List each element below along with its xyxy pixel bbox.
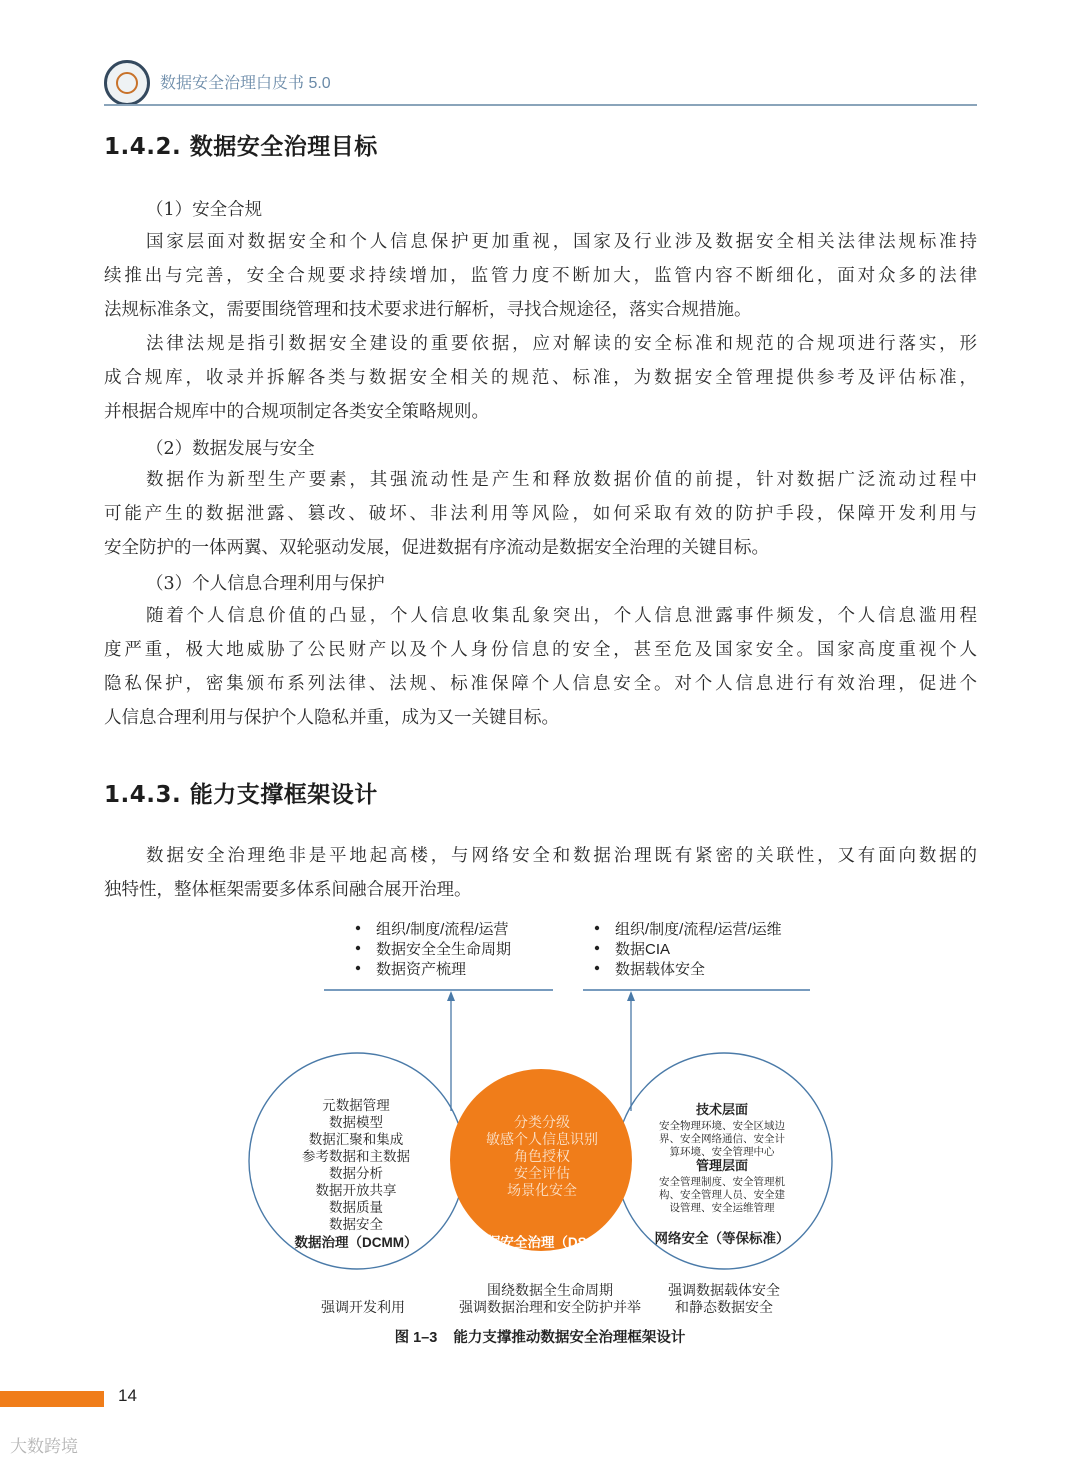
text-line: 数据作为新型生产要素，其强流动性是产生和释放数据价值的前提，针对数据广泛流动过程中 xyxy=(146,470,977,490)
paragraph-personal-info xyxy=(104,599,977,735)
right-bullet-3: 数据载体安全 xyxy=(615,961,706,978)
tech-layer-line: 安全物理环境、安全区域边 xyxy=(659,1120,785,1132)
text-line: 并根据合规库中的合规项制定各类安全策略规则。 xyxy=(104,402,489,422)
dcmm-item: 数据模型 xyxy=(329,1115,383,1130)
right-bullet-2: 数据CIA xyxy=(615,941,671,958)
dsg-item: 分类分级 xyxy=(514,1114,570,1130)
network-security-title: 网络安全（等保标准） xyxy=(654,1231,790,1246)
right-arrow-head xyxy=(627,991,635,1001)
section-heading-goals: 1.4.2. 数据安全治理目标 xyxy=(104,134,378,160)
dcmm-item: 数据安全 xyxy=(329,1217,383,1232)
subheading-compliance: （1）安全合规 xyxy=(146,200,263,220)
bullet-dot xyxy=(356,926,360,930)
text-line: 法律法规是指引数据安全建设的重要依据，应对解读的安全标准和规范的合规项进行落实，形 xyxy=(146,334,977,354)
dsg-item: 安全评估 xyxy=(514,1165,570,1181)
dsg-item: 敏感个人信息识别 xyxy=(486,1131,598,1147)
bullet-dot xyxy=(356,946,360,950)
dcmm-caption: 强调开发利用 xyxy=(321,1299,405,1315)
text-line: 法规标准条文，需要围绕管理和技术要求进行解析，寻找合规途径，落实合规措施。 xyxy=(104,300,752,320)
network-caption-line: 强调数据载体安全 xyxy=(668,1282,780,1298)
dsg-title: 数据安全治理（DSG） xyxy=(473,1235,611,1250)
left-bullet-1: 组织/制度/流程/运营 xyxy=(376,921,509,938)
tech-layer-line: 界、安全网络通信、安全计 xyxy=(659,1133,785,1145)
bullet-dot xyxy=(595,966,599,970)
watermark-logo: 大数跨境 xyxy=(10,1437,78,1456)
header-title: 数据安全治理白皮书 5.0 xyxy=(160,75,331,92)
paragraph-development-security xyxy=(104,463,977,565)
text-line: 人信息合理利用与保护个人隐私并重，成为又一关键目标。 xyxy=(104,708,559,728)
subheading-personal-info: （3）个人信息合理利用与保护 xyxy=(146,574,385,594)
bullet-dot xyxy=(595,926,599,930)
framework-diagram xyxy=(230,915,850,1345)
left-arrow-head xyxy=(447,991,455,1001)
paragraph-framework xyxy=(104,839,977,907)
text-line: 度严重，极大地威胁了公民财产以及个人身份信息的安全，甚至危及国家安全。国家高度重视个人 xyxy=(104,640,977,660)
dcmm-item: 数据质量 xyxy=(329,1200,383,1215)
dcmm-item: 数据分析 xyxy=(329,1166,383,1181)
mgmt-layer-line: 安全管理制度、安全管理机 xyxy=(659,1176,785,1188)
figure-caption: 图 1–3 能力支撑推动数据安全治理框架设计 xyxy=(394,1330,686,1345)
header-divider xyxy=(104,104,977,106)
text-line: 成合规库，收录并拆解各类与数据安全相关的规范、标准，为数据安全管理提供参考及评估标准， xyxy=(104,368,977,388)
text-line: 隐私保护，密集颁布系列法律、法规、标准保障个人信息安全。对个人信息进行有效治理，促进个 xyxy=(104,674,977,694)
mgmt-layer-line: 构、安全管理人员、安全建 xyxy=(659,1189,785,1201)
logo-emblem xyxy=(104,60,150,106)
bullet-dot xyxy=(356,966,360,970)
dcmm-item: 数据汇聚和集成 xyxy=(308,1132,404,1147)
page-number: 14 xyxy=(118,1386,137,1405)
text-line: 国家层面对数据安全和个人信息保护更加重视，国家及行业涉及数据安全相关法律法规标准持 xyxy=(146,232,977,252)
tech-layer-line: 算环境、安全管理中心 xyxy=(669,1146,775,1158)
dsg-item: 场景化安全 xyxy=(507,1182,577,1198)
dsg-caption-line: 强调数据治理和安全防护并举 xyxy=(459,1299,641,1315)
text-line: 随着个人信息价值的凸显，个人信息收集乱象突出，个人信息泄露事件频发，个人信息滥用程 xyxy=(146,606,977,626)
dcmm-item: 元数据管理 xyxy=(322,1098,390,1113)
subheading-development-security: （2）数据发展与安全 xyxy=(146,439,315,459)
text-line: 续推出与完善，安全合规要求持续增加，监管力度不断加大，监管内容不断细化，面对众多的法律 xyxy=(104,266,977,286)
dsg-caption-line: 围绕数据全生命周期 xyxy=(487,1282,613,1298)
mgmt-layer-line: 设管理、安全运维管理 xyxy=(669,1202,775,1214)
text-line: 安全防护的一体两翼、双轮驱动发展，促进数据有序流动是数据安全治理的关键目标。 xyxy=(104,538,769,558)
mgmt-layer-title: 管理层面 xyxy=(695,1158,749,1173)
tech-layer-title: 技术层面 xyxy=(695,1102,749,1117)
dcmm-title: 数据治理（DCMM） xyxy=(294,1235,418,1250)
dcmm-item: 数据开放共享 xyxy=(315,1183,397,1198)
right-bullet-1: 组织/制度/流程/运营/运维 xyxy=(615,921,782,938)
text-line: 数据安全治理绝非是平地起高楼，与网络安全和数据治理既有紧密的关联性，又有面向数据的 xyxy=(146,846,977,866)
paragraph-compliance-2 xyxy=(104,327,977,429)
left-bullet-2: 数据安全全生命周期 xyxy=(376,941,512,958)
bullet-dot xyxy=(595,946,599,950)
network-caption-line: 和静态数据安全 xyxy=(675,1299,773,1315)
text-line: 可能产生的数据泄露、篡改、破坏、非法利用等风险，如何采取有效的防护手段，保障开发利用与 xyxy=(104,504,977,524)
section-heading-framework: 1.4.3. 能力支撑框架设计 xyxy=(104,782,378,808)
footer-accent-bar xyxy=(0,1391,104,1407)
dcmm-item: 参考数据和主数据 xyxy=(302,1149,410,1164)
left-bullet-3: 数据资产梳理 xyxy=(376,961,467,978)
text-line: 独特性，整体框架需要多体系间融合展开治理。 xyxy=(104,880,472,900)
paragraph-compliance-1 xyxy=(104,225,977,327)
dsg-item: 角色授权 xyxy=(514,1148,570,1164)
